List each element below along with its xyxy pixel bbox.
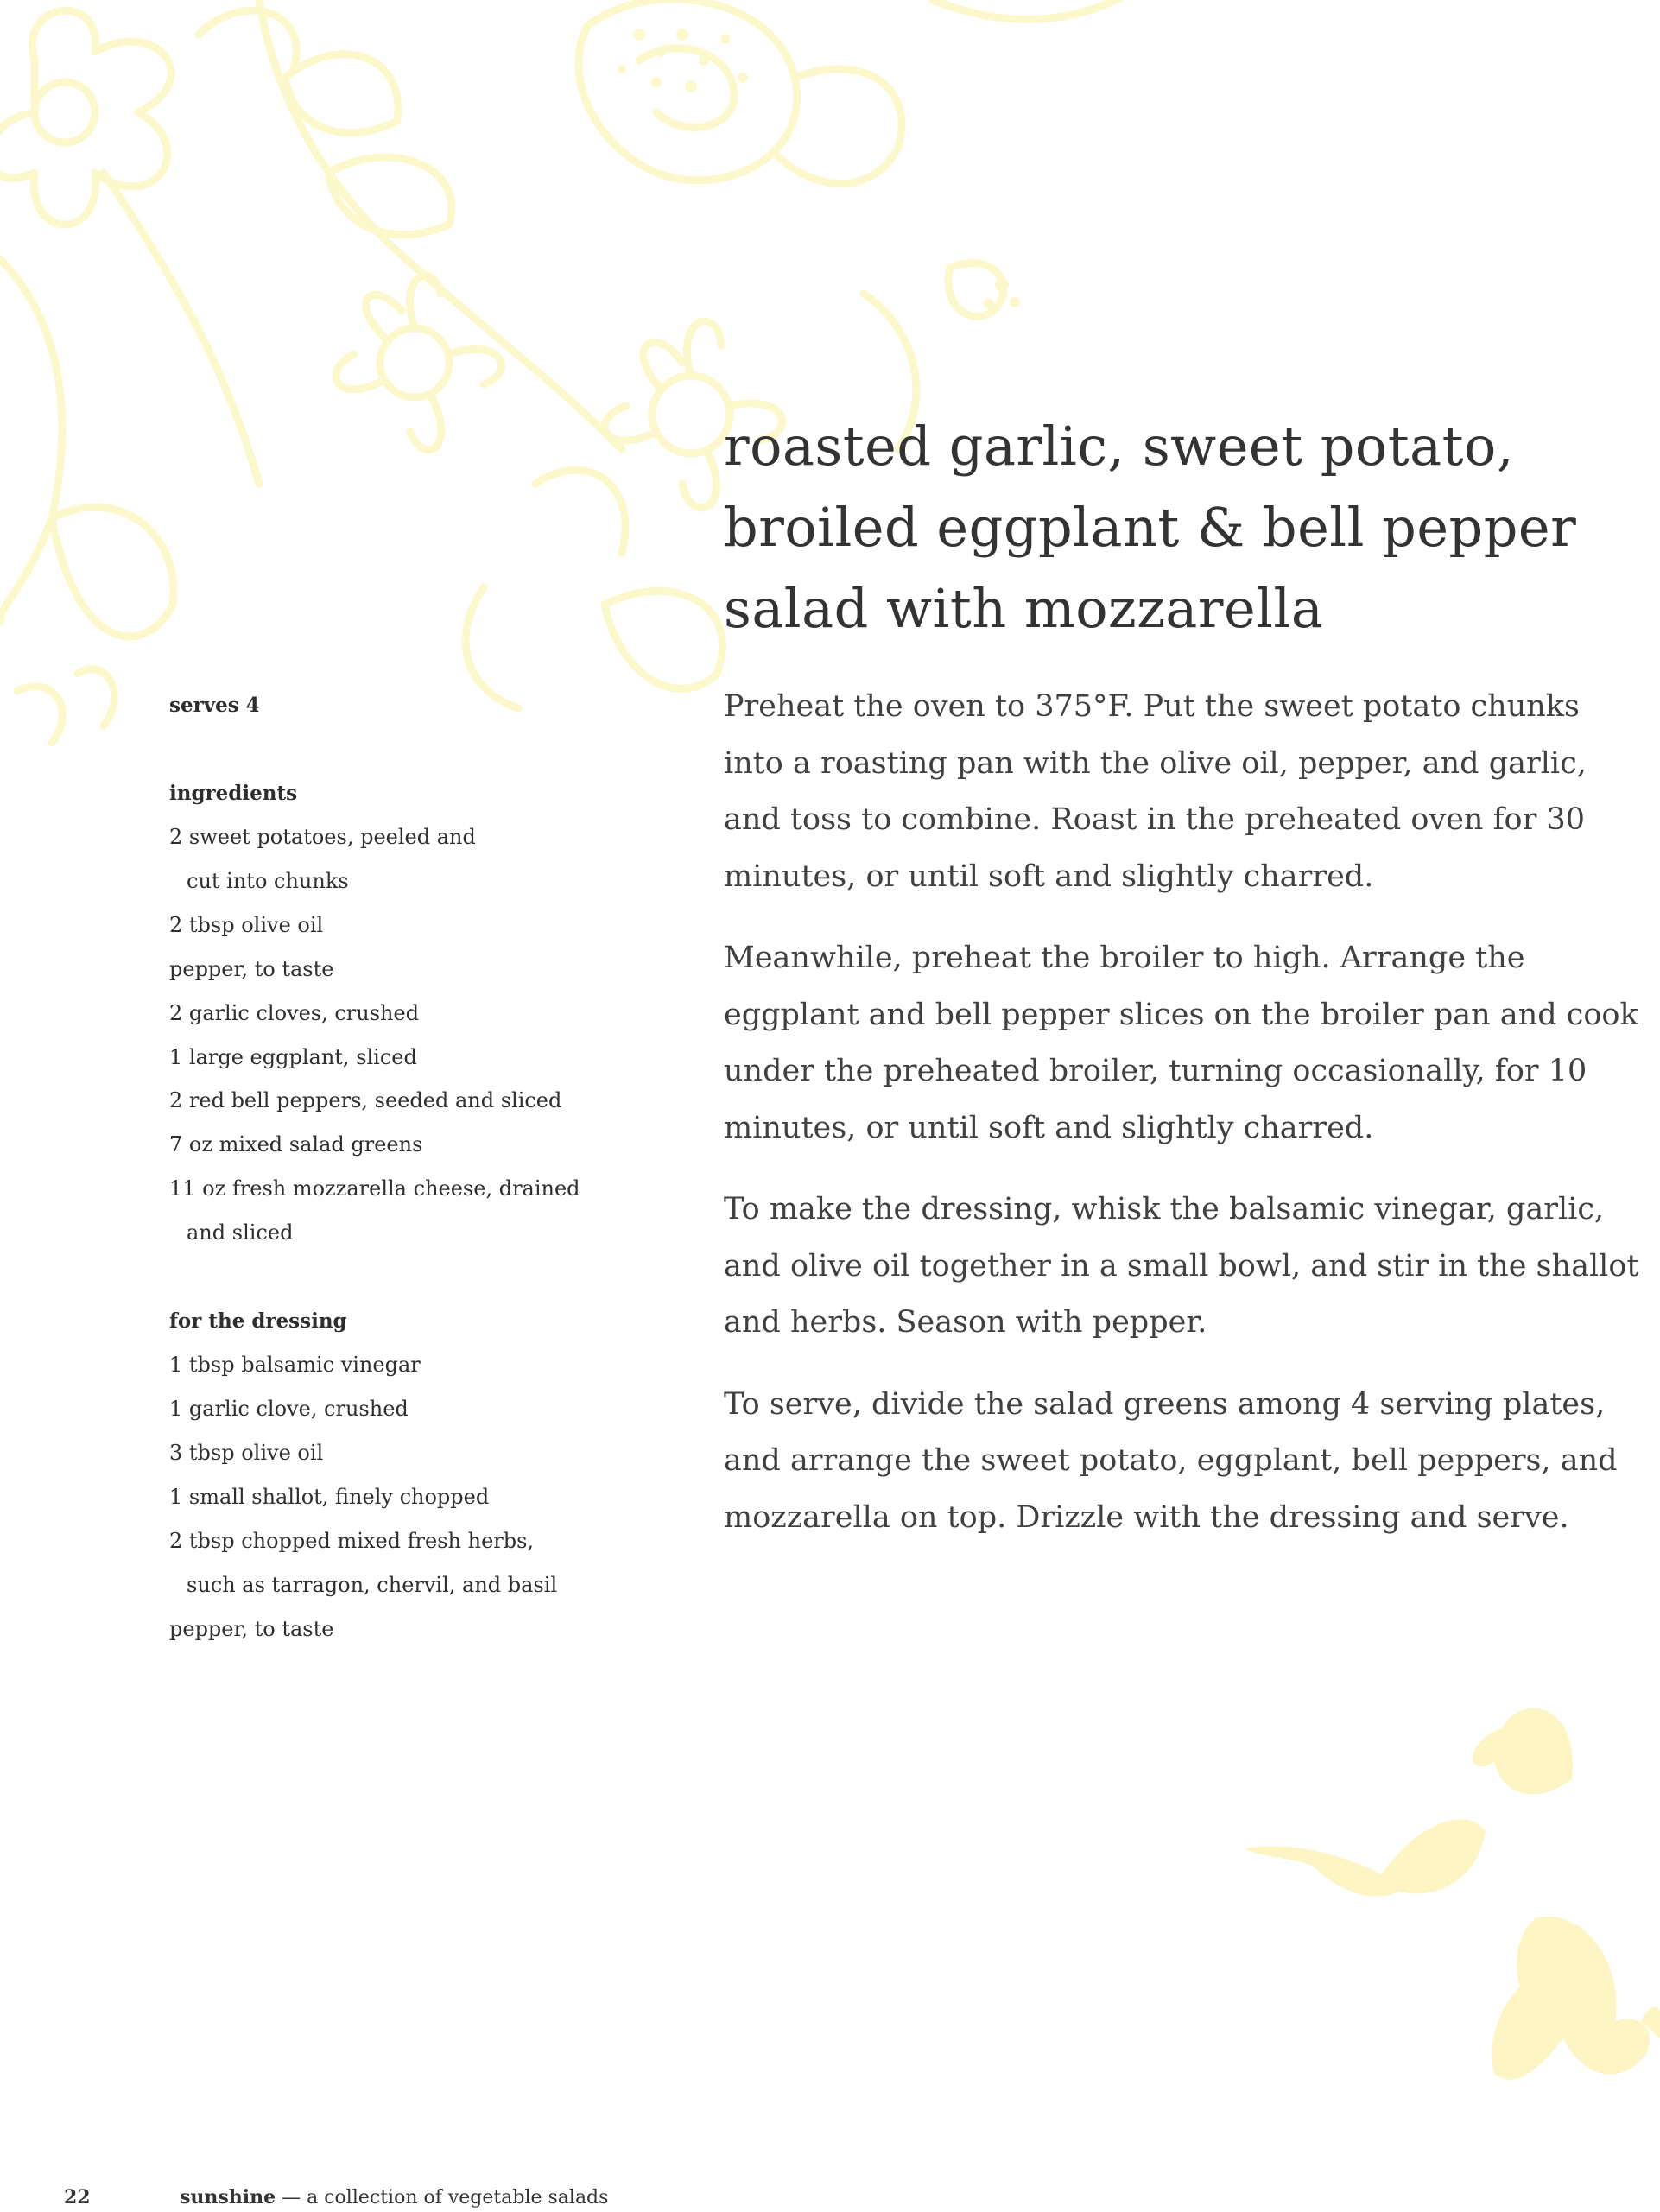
ingredient-item: 2 garlic cloves, crushed — [169, 1000, 420, 1025]
dressing-item: 1 small shallot, finely chopped — [169, 1484, 490, 1509]
ingredient-item: 11 oz fresh mozzarella cheese, drained — [169, 1176, 580, 1201]
ingredient-item: 2 red bell peppers, seeded and sliced — [169, 1088, 562, 1113]
running-footer — [180, 2183, 608, 2211]
ingredient-item: pepper, to taste — [169, 956, 334, 981]
ingredients-heading: ingredients — [169, 782, 298, 805]
dressing-item: such as tarragon, chervil, and basil — [187, 1572, 558, 1597]
ingredients-sidebar — [169, 683, 653, 1651]
serves-count: serves 4 — [169, 694, 260, 717]
rose-icon — [579, 0, 902, 183]
ingredient-item: 7 oz mixed salad greens — [169, 1132, 423, 1157]
ingredient-item: 2 sweet potatoes, peeled and — [169, 825, 476, 849]
book-title: sunshine — [180, 2186, 276, 2209]
dressing-item: 1 tbsp balsamic vinegar — [169, 1353, 421, 1378]
dressing-item: pepper, to taste — [169, 1616, 334, 1641]
method-step: To serve, divide the salad greens among 4 serving plates, and arrange the sweet potato, eggplant, bell peppers, and mozzarella on top. Drizzle with the dressing and serve. — [724, 1386, 1618, 1535]
ingredient-item: and sliced — [187, 1220, 294, 1245]
method-step: To make the dressing, whisk the balsamic vinegar, garlic, and olive oil together in a small bowl, and stir in the shallot and herbs. Season with pepper. — [724, 1192, 1639, 1340]
butterfly-icon — [1244, 1708, 1660, 2080]
book-subtitle: a collection of vegetable salads — [307, 2187, 609, 2209]
method-step: Preheat the oven to 375°F. Put the sweet potato chunks into a roasting pan with the olive oil, pepper, and garlic, and toss to combine. Roast in the preheated oven for 30 minutes, or until soft and slightly charred. — [724, 689, 1587, 894]
page-number: 22 — [64, 2186, 91, 2209]
dressing-item: 2 tbsp chopped mixed fresh herbs, — [169, 1528, 535, 1553]
recipe-title-line: broiled eggplant & bell pepper — [724, 496, 1577, 559]
dressing-item: 1 garlic clove, crushed — [169, 1396, 409, 1421]
dressing-item: 3 tbsp olive oil — [169, 1440, 324, 1465]
ingredient-item: 2 tbsp olive oil — [169, 912, 324, 937]
ingredient-item: cut into chunks — [187, 868, 349, 893]
spacer — [169, 727, 653, 771]
flower-icon — [0, 10, 171, 225]
ingredient-item: 1 large eggplant, sliced — [169, 1044, 417, 1069]
recipe-title-line: roasted garlic, sweet potato, — [724, 415, 1515, 478]
footer-separator: — — [276, 2187, 307, 2209]
recipe-title — [724, 406, 1639, 650]
spacer — [169, 1255, 653, 1299]
method-step: Meanwhile, preheat the broiler to high. Arrange the eggplant and bell pepper slices on the broiler pan and cook under the preheated broiler, turning occasionally, for 10 minutes, or until soft and slightly charred. — [724, 941, 1638, 1145]
recipe-title-line: salad with mozzarella — [724, 577, 1324, 640]
method-section — [724, 679, 1639, 1571]
daisy-icon — [336, 276, 502, 450]
dressing-heading: for the dressing — [169, 1309, 347, 1334]
